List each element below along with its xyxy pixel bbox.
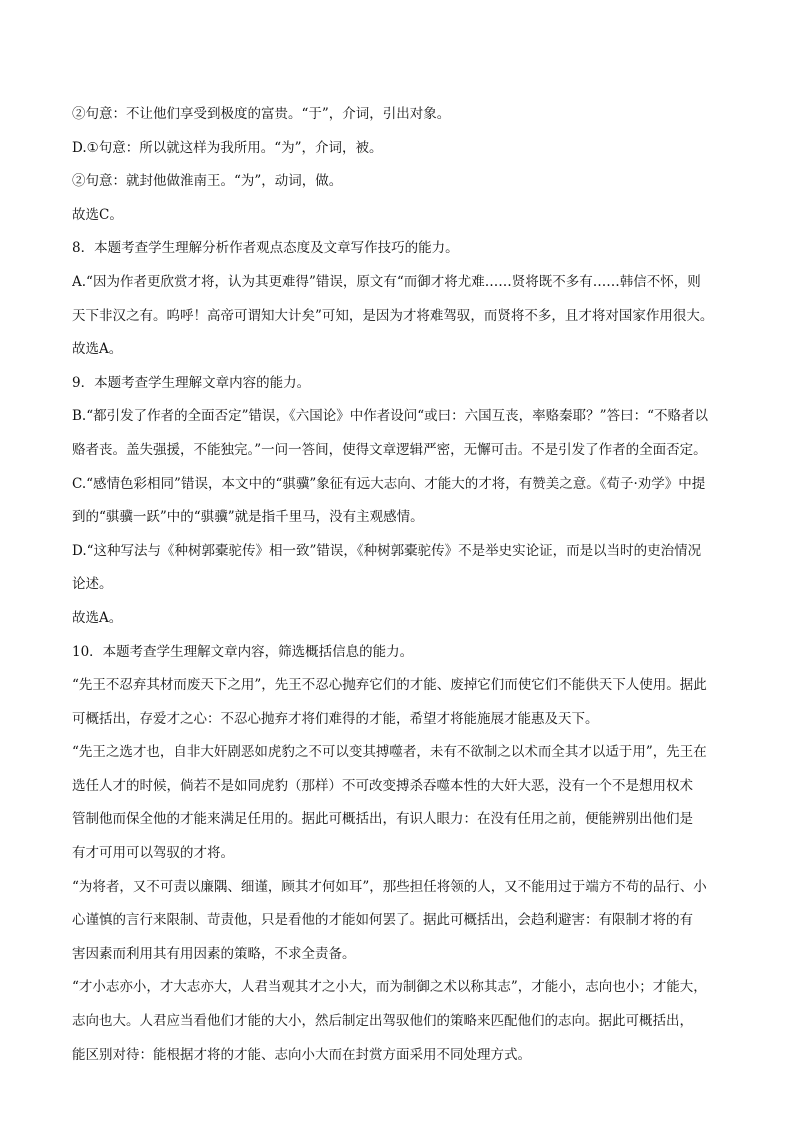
text-line: 志向也大。人君应当看他们才能的大小，然后制定出驾驭他们的策略来匹配他们的志向。据此可概括出， xyxy=(72,1013,693,1030)
text-line: D.①句意：所以就这样为我所用。“为”，介词，被。 xyxy=(72,139,383,156)
text-line: 有才可用可以驾驭的才将。 xyxy=(72,845,234,862)
text-line: 故选C。 xyxy=(72,206,123,223)
text-line: 赂者丧。盖失强援，不能独完。”一问一答间，使得文章逻辑严密，无懈可击。不是引发了作者的全面否定。 xyxy=(72,441,707,458)
question-heading: 9．本题考查学生理解文章内容的能力。 xyxy=(72,374,311,391)
text-line: 故选A。 xyxy=(72,609,123,626)
text-line: 能区别对待：能根据才将的才能、志向小大而在封赏方面采用不同处理方式。 xyxy=(72,1046,531,1063)
text-line: 论述。 xyxy=(72,576,113,593)
text-line: B.“都引发了作者的全面否定”错误，《六国论》中作者设问“或曰：六国互丧，率赂秦耶？”答曰：“不赂者以 xyxy=(72,408,708,425)
text-line: C.“感情色彩相同”错误，本文中的“骐骥”象征有远大志向、才能大的才将，有赞美之意。《荀子·劝学》中提 xyxy=(72,475,706,492)
text-line: “为将者，又不可责以廉隅、细谨，顾其才何如耳”，那些担任将领的人，又不能用过于端方不苟的品行、小 xyxy=(72,878,707,895)
text-line: 害因素而利用其有用因素的策略，不求全责备。 xyxy=(72,945,356,962)
document-page xyxy=(72,98,732,1072)
text-line: ②句意：不让他们享受到极度的富贵。“于”，介词，引出对象。 xyxy=(72,106,451,122)
text-line: A.“因为作者更欣赏才将，认为其更难得”错误，原文有“而御才将尤难……贤将既不多有……韩信不怀，则 xyxy=(72,273,701,290)
text-line: 选任人才的时候，倘若不是如同虎豹（那样）不可改变搏杀吞噬本性的大奸大恶，没有一个不是想用权术 xyxy=(72,777,693,794)
text-line: 天下非汉之有。呜呼！高帝可谓知大计矣”可知，是因为才将难驾驭，而贤将不多，且才将对国家作用很大。 xyxy=(72,307,714,324)
text-line: 可概括出，存爱才之心：不忍心抛弃才将们难得的才能，希望才将能施展才能惠及天下。 xyxy=(72,710,599,727)
text-line: “先王不忍弃其材而废天下之用”，先王不忍心抛弃它们的才能、废掉它们而使它们不能供天下人使用。据此 xyxy=(72,677,707,694)
text-line: 管制他而保全他的才能来满足任用的。据此可概括出，有识人眼力：在没有任用之前，便能辨别出他们是 xyxy=(72,811,693,828)
text-line: “先王之选才也，自非大奸剧恶如虎豹之不可以变其搏噬者，未有不欲制之以术而全其才以适于用”，先王在 xyxy=(72,744,707,761)
text-line: “才小志亦小，才大志亦大，人君当观其才之小大，而为制御之术以称其志”，才能小，志向也小；才能大， xyxy=(72,979,707,996)
question-heading: 10．本题考查学生理解文章内容，筛选概括信息的能力。 xyxy=(72,643,414,660)
text-line: ②句意：就封他做淮南王。“为”，动词，做。 xyxy=(72,173,343,190)
text-line: D.“这种写法与《种树郭橐驼传》相一致”错误，《种树郭橐驼传》不是举史实论证，而是以当时的吏治情况 xyxy=(72,542,702,559)
text-line: 到的“骐骥一跃”中的“骐骥”就是指千里马，没有主观感情。 xyxy=(72,509,424,526)
text-line: 故选A。 xyxy=(72,341,123,358)
text-line: 心谨慎的言行来限制、苛责他，只是看他的才能如何罢了。据此可概括出，会趋利避害：有限制才将的有 xyxy=(72,912,693,929)
question-heading: 8．本题考查学生理解分析作者观点态度及文章写作技巧的能力。 xyxy=(72,240,459,257)
